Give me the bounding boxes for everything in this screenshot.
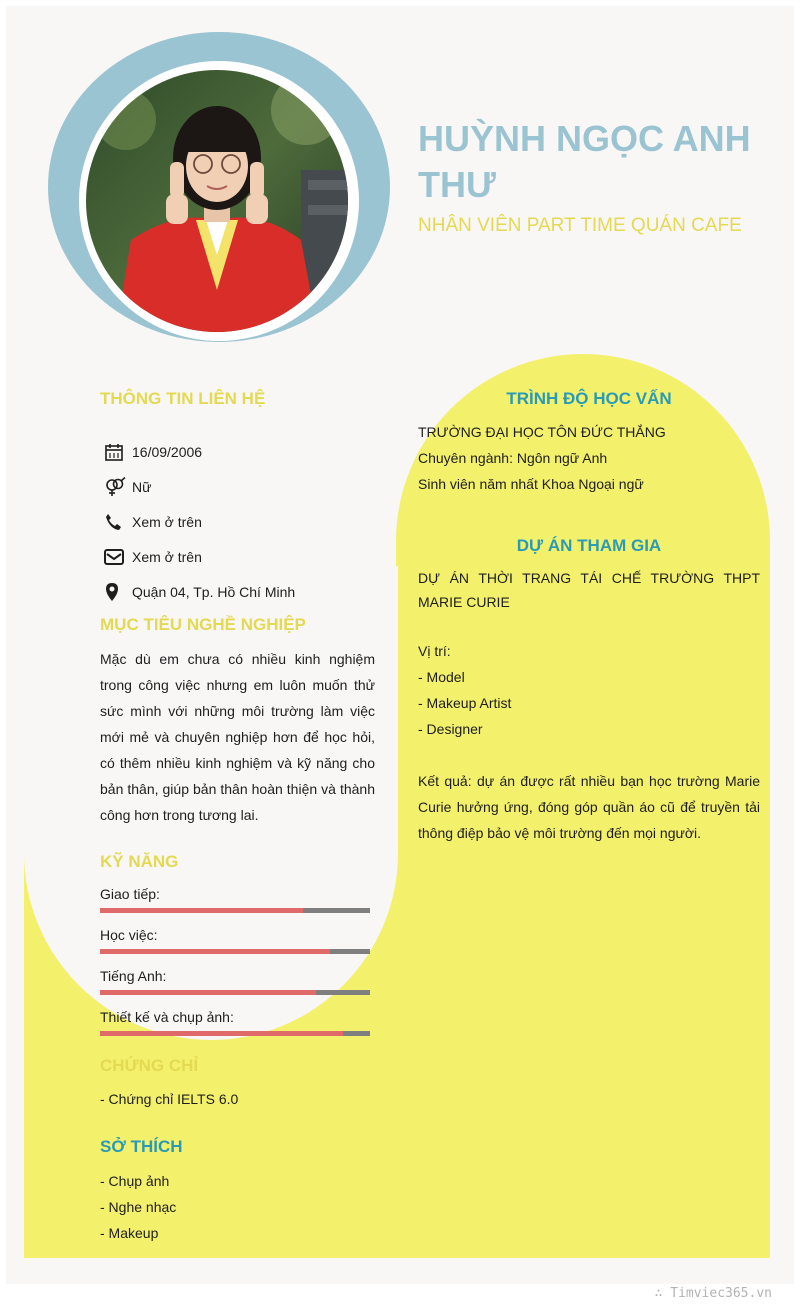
gender-icon: [102, 477, 132, 497]
contact-heading: THÔNG TIN LIÊN HỆ: [100, 389, 266, 408]
major: Chuyên ngành: Ngôn ngữ Anh: [418, 450, 608, 466]
phone-value: Xem ở trên: [132, 513, 202, 530]
education-block: [418, 419, 763, 497]
skill-item: [100, 1007, 370, 1048]
cv-page: [6, 6, 794, 1284]
hobby-item: - Makeup: [100, 1225, 159, 1241]
school-name: TRƯỜNG ĐẠI HỌC TÔN ĐỨC THẮNG: [418, 424, 666, 440]
project-title: DỰ ÁN THỜI TRANG TÁI CHẾ TRƯỜNG THPT MARIE CURIE: [418, 570, 760, 610]
phone-icon: [102, 513, 132, 531]
skill-level-bar: [100, 1031, 370, 1036]
email-value: Xem ở trên: [132, 548, 202, 565]
certificates-list: [100, 1086, 238, 1112]
location-pin-icon: [102, 582, 132, 602]
skill-level-bar: [100, 949, 370, 954]
project-result: Kết quả: dự án được rất nhiều bạn học trường Marie Curie hưởng ứng, đóng góp quần áo cũ để truyền tải thông điệp bảo vệ môi trường đến mọi người.: [418, 773, 760, 841]
address-value: Quận 04, Tp. Hồ Chí Minh: [132, 583, 296, 600]
projects-heading: DỰ ÁN THAM GIA: [516, 536, 662, 555]
hobbies-list: [100, 1168, 176, 1246]
skill-level-bar: [100, 908, 370, 913]
candidate-name: HUỲNH NGỌC ANH THƯ: [418, 118, 751, 205]
skills-heading: KỸ NĂNG: [100, 852, 179, 871]
skill-level-fill: [100, 1031, 343, 1036]
hobby-item: - Nghe nhạc: [100, 1199, 177, 1215]
email-icon: [102, 548, 132, 566]
skills-list: [100, 884, 370, 1048]
watermark: ∴ Timviec365.vn: [654, 1286, 772, 1301]
calendar-icon: [102, 442, 132, 462]
position-item: - Model: [418, 669, 465, 685]
contact-gender: [102, 469, 295, 504]
skill-item: [100, 925, 370, 966]
skill-level-fill: [100, 990, 316, 995]
skill-label: Giao tiếp:: [100, 886, 160, 902]
birthday-value: 16/09/2006: [132, 443, 203, 460]
hobby-item: - Chụp ảnh: [100, 1173, 170, 1189]
objective-heading: MỤC TIÊU NGHỀ NGHIỆP: [100, 615, 306, 634]
contact-birthday: [102, 434, 295, 469]
skill-label: Tiếng Anh:: [100, 968, 167, 984]
position-label: Vị trí:: [418, 643, 451, 659]
hobbies-heading: SỞ THÍCH: [100, 1137, 183, 1156]
skill-level-fill: [100, 949, 330, 954]
contact-phone: [102, 504, 295, 539]
contact-email: [102, 539, 295, 574]
projects-block: [418, 566, 760, 846]
contact-address: [102, 574, 295, 609]
skill-level-fill: [100, 908, 303, 913]
position-item: - Designer: [418, 721, 483, 737]
job-title: NHÂN VIÊN PART TIME QUÁN CAFE: [418, 215, 742, 236]
skill-level-bar: [100, 990, 370, 995]
skill-label: Thiết kế và chụp ảnh:: [100, 1009, 234, 1025]
skill-label: Học việc:: [100, 927, 158, 943]
gender-value: Nữ: [132, 478, 152, 495]
skill-item: [100, 966, 370, 1007]
education-heading: TRÌNH ĐỘ HỌC VẤN: [506, 389, 672, 408]
profile-photo: [86, 70, 348, 332]
objective-text: Mặc dù em chưa có nhiều kinh nghiệm trong công việc nhưng em luôn muốn thử sức mình với những môi trường làm việc mới mẻ và chuyên nghiệp hơn để học hỏi, có thêm nhiều kinh nghiệm và kỹ năng cho bản thân, giúp bản thân hoàn thiện và thành công hơn trong tương lai.: [100, 651, 375, 823]
skill-item: [100, 884, 370, 925]
certificate-item: - Chứng chỉ IELTS 6.0: [100, 1091, 239, 1107]
study-year: Sinh viên năm nhất Khoa Ngoại ngữ: [418, 476, 644, 492]
contact-list: [102, 434, 295, 609]
position-item: - Makeup Artist: [418, 695, 512, 711]
certificates-heading: CHỨNG CHỈ: [100, 1056, 199, 1075]
